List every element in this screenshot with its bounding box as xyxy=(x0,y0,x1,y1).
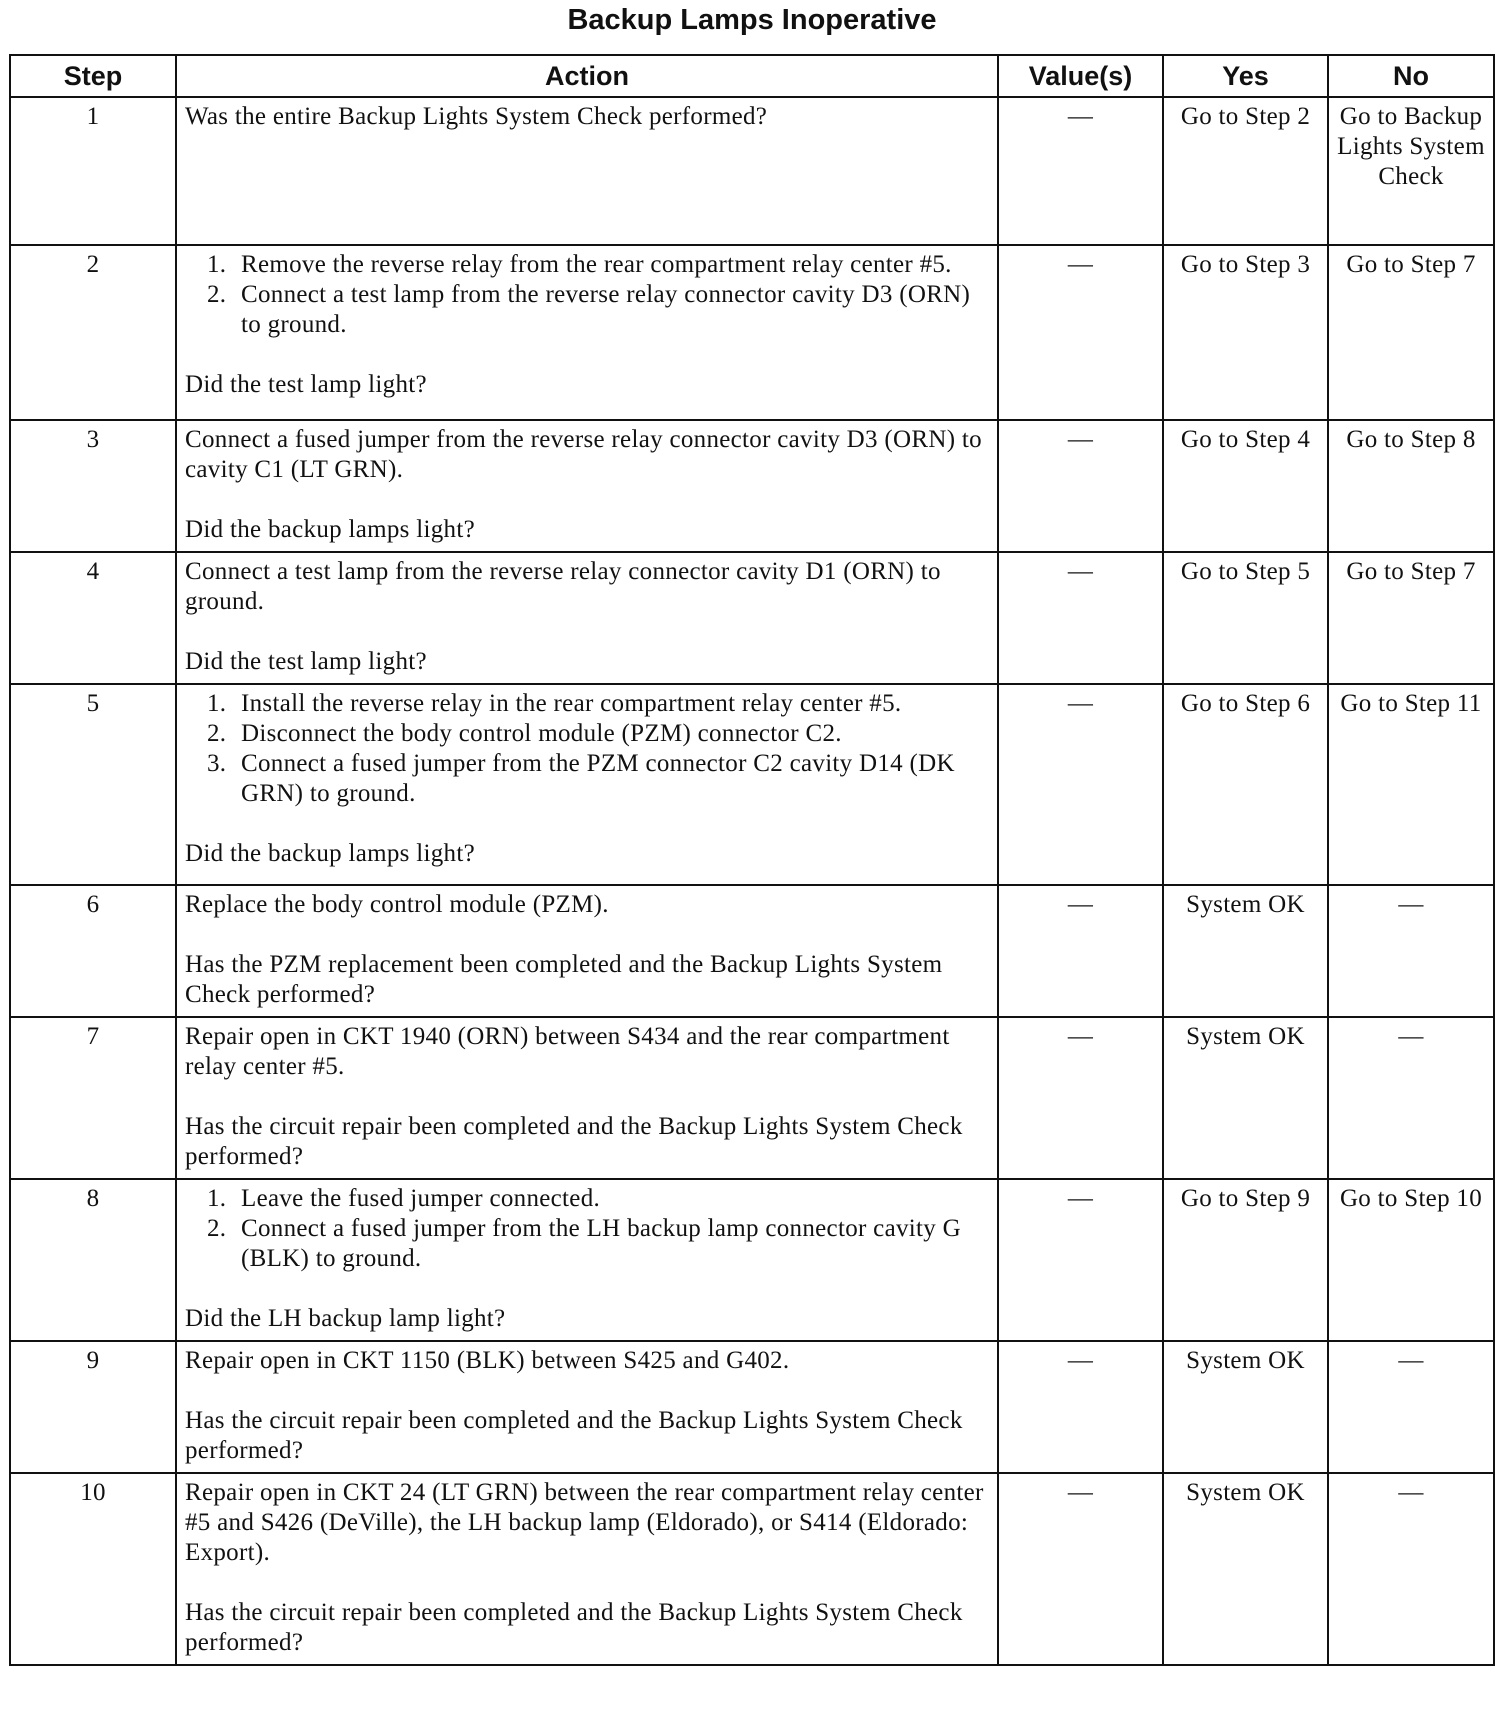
action-question: Did the backup lamps light? xyxy=(185,840,475,867)
action-step-number: 1. xyxy=(207,251,227,278)
no-cell: Go to Step 10 xyxy=(1328,1179,1494,1341)
action-cell xyxy=(176,97,998,245)
action-step xyxy=(185,1184,989,1214)
action-step-text: Install the reverse relay in the rear compartment relay center #5. xyxy=(241,690,902,717)
column-header-values: Value(s) xyxy=(998,55,1163,97)
value-cell: — xyxy=(998,1473,1163,1665)
action-step-text: Connect a test lamp from the reverse relay connector cavity D3 (ORN) to ground. xyxy=(241,281,971,338)
step-cell: 8 xyxy=(10,1179,176,1341)
value-cell: — xyxy=(998,97,1163,245)
action-cell xyxy=(176,552,998,684)
action-step-text: Disconnect the body control module (PZM) connector C2. xyxy=(241,720,842,747)
action-step-text: Connect a fused jumper from the LH backup lamp connector cavity G (BLK) to ground. xyxy=(241,1215,961,1272)
yes-cell: System OK xyxy=(1163,1017,1328,1179)
no-cell: — xyxy=(1328,1017,1494,1179)
action-step xyxy=(185,689,989,719)
yes-cell: Go to Step 9 xyxy=(1163,1179,1328,1341)
action-question: Has the circuit repair been completed and the Backup Lights System Check performed? xyxy=(185,1599,963,1656)
table-row xyxy=(10,1179,1494,1341)
action-cell xyxy=(176,885,998,1017)
step-cell: 2 xyxy=(10,245,176,420)
action-step-number: 1. xyxy=(207,690,227,717)
yes-cell: System OK xyxy=(1163,885,1328,1017)
action-step xyxy=(185,1214,989,1274)
action-question: Did the backup lamps light? xyxy=(185,516,475,543)
no-cell: — xyxy=(1328,885,1494,1017)
action-step-number: 2. xyxy=(207,281,227,308)
table-row xyxy=(10,420,1494,552)
value-cell: — xyxy=(998,1017,1163,1179)
no-cell: Go to Step 7 xyxy=(1328,552,1494,684)
action-cell xyxy=(176,245,998,420)
yes-cell: Go to Step 5 xyxy=(1163,552,1328,684)
table-row xyxy=(10,885,1494,1017)
table-header-row xyxy=(10,55,1494,97)
yes-cell: System OK xyxy=(1163,1473,1328,1665)
action-cell xyxy=(176,1179,998,1341)
step-cell: 9 xyxy=(10,1341,176,1473)
action-step-number: 1. xyxy=(207,1185,227,1212)
action-text: Repair open in CKT 24 (LT GRN) between the rear compartment relay center #5 and S426 (DeVille), the LH backup lamp (Eldorado), or S414 (Eldorado: Export). xyxy=(185,1479,984,1566)
no-cell: Go to Step 11 xyxy=(1328,684,1494,885)
step-cell: 4 xyxy=(10,552,176,684)
action-question: Did the test lamp light? xyxy=(185,648,427,675)
value-cell: — xyxy=(998,885,1163,1017)
value-cell: — xyxy=(998,684,1163,885)
action-text: Connect a fused jumper from the reverse relay connector cavity D3 (ORN) to cavity C1 (LT GRN). xyxy=(185,426,982,483)
no-cell: Go to Step 8 xyxy=(1328,420,1494,552)
yes-cell: Go to Step 2 xyxy=(1163,97,1328,245)
column-header-yes: Yes xyxy=(1163,55,1328,97)
page-title: Backup Lamps Inoperative xyxy=(567,4,937,36)
action-text: Replace the body control module (PZM). xyxy=(185,891,609,918)
yes-cell: Go to Step 6 xyxy=(1163,684,1328,885)
table-body xyxy=(10,97,1494,1665)
table-row xyxy=(10,1341,1494,1473)
column-header-no: No xyxy=(1328,55,1494,97)
value-cell: — xyxy=(998,1341,1163,1473)
yes-cell: Go to Step 3 xyxy=(1163,245,1328,420)
table-row xyxy=(10,684,1494,885)
step-cell: 5 xyxy=(10,684,176,885)
column-header-step: Step xyxy=(10,55,176,97)
action-text: Repair open in CKT 1150 (BLK) between S425 and G402. xyxy=(185,1347,790,1374)
action-steps-list xyxy=(185,689,989,809)
value-cell: — xyxy=(998,420,1163,552)
diagnostic-table xyxy=(9,54,1495,1666)
action-step-text: Leave the fused jumper connected. xyxy=(241,1185,601,1212)
step-cell: 7 xyxy=(10,1017,176,1179)
value-cell: — xyxy=(998,1179,1163,1341)
table-row xyxy=(10,1017,1494,1179)
action-step xyxy=(185,280,989,340)
action-steps-list xyxy=(185,1184,989,1274)
yes-cell: System OK xyxy=(1163,1341,1328,1473)
action-question: Has the circuit repair been completed and the Backup Lights System Check performed? xyxy=(185,1407,963,1464)
step-cell: 6 xyxy=(10,885,176,1017)
action-step-text: Connect a fused jumper from the PZM connector C2 cavity D14 (DK GRN) to ground. xyxy=(241,750,955,807)
no-cell: Go to Step 7 xyxy=(1328,245,1494,420)
action-step-number: 3. xyxy=(207,750,227,777)
table-row xyxy=(10,245,1494,420)
action-cell xyxy=(176,420,998,552)
action-cell xyxy=(176,1473,998,1665)
table-row xyxy=(10,552,1494,684)
no-cell: — xyxy=(1328,1473,1494,1665)
value-cell: — xyxy=(998,245,1163,420)
action-steps-list xyxy=(185,250,989,340)
step-cell: 10 xyxy=(10,1473,176,1665)
action-question: Did the LH backup lamp light? xyxy=(185,1305,506,1332)
action-question: Was the entire Backup Lights System Check performed? xyxy=(185,103,768,130)
action-text: Connect a test lamp from the reverse relay connector cavity D1 (ORN) to ground. xyxy=(185,558,941,615)
table-row xyxy=(10,97,1494,245)
table-row xyxy=(10,1473,1494,1665)
action-step xyxy=(185,719,989,749)
action-step xyxy=(185,250,989,280)
action-step-text: Remove the reverse relay from the rear compartment relay center #5. xyxy=(241,251,952,278)
action-question: Did the test lamp light? xyxy=(185,371,427,398)
no-cell: Go to Backup Lights System Check xyxy=(1328,97,1494,245)
no-cell: — xyxy=(1328,1341,1494,1473)
column-header-action: Action xyxy=(176,55,998,97)
step-cell: 3 xyxy=(10,420,176,552)
action-text: Repair open in CKT 1940 (ORN) between S434 and the rear compartment relay center #5. xyxy=(185,1023,950,1080)
action-step xyxy=(185,749,989,809)
action-cell xyxy=(176,1017,998,1179)
action-cell xyxy=(176,684,998,885)
action-cell xyxy=(176,1341,998,1473)
action-question: Has the PZM replacement been completed and the Backup Lights System Check performed? xyxy=(185,951,943,1008)
action-step-number: 2. xyxy=(207,1215,227,1242)
yes-cell: Go to Step 4 xyxy=(1163,420,1328,552)
value-cell: — xyxy=(998,552,1163,684)
action-step-number: 2. xyxy=(207,720,227,747)
action-question: Has the circuit repair been completed and the Backup Lights System Check performed? xyxy=(185,1113,963,1170)
step-cell: 1 xyxy=(10,97,176,245)
